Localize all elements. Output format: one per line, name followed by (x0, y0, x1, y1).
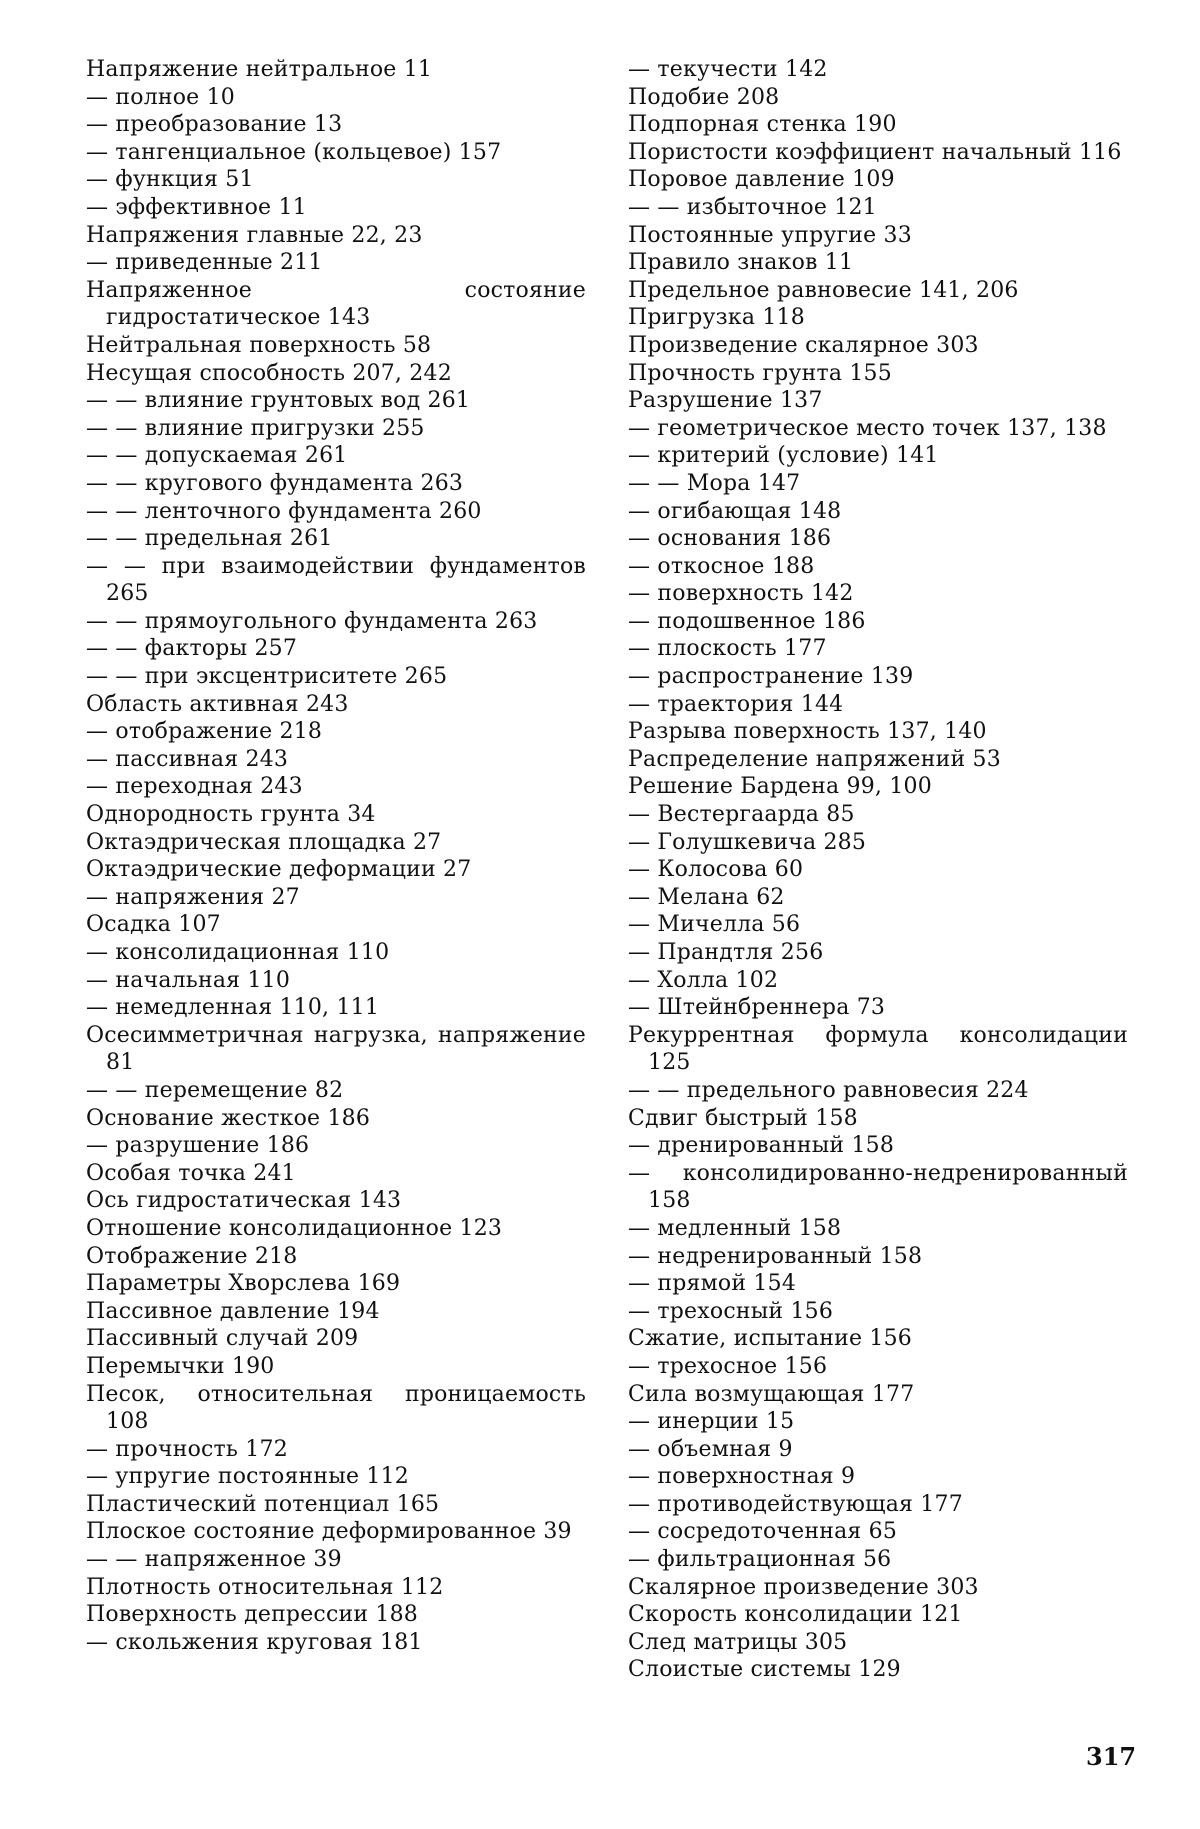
index-entry: — Мичелла 56 (628, 912, 801, 938)
index-entry: — Прандтля 256 (628, 940, 824, 965)
index-column-right (628, 56, 1128, 1684)
index-entry: — преобразование 13 (86, 112, 343, 138)
index-entry: Рекуррентная формула консолидации 125 (628, 1022, 1128, 1076)
index-entry: — немедленная 110, 111 (86, 995, 380, 1021)
index-entry: — пассивная 243 (86, 746, 289, 772)
index-entry: — — Мора 147 (628, 470, 801, 496)
index-entry: — медленный 158 (628, 1215, 842, 1241)
index-entry: Песок, относительная проницаемость 108 (86, 1381, 586, 1435)
index-entry: — — влияние грунтовых вод 261 (86, 388, 471, 414)
index-entry: — инерции 15 (628, 1409, 795, 1435)
index-entry: — Колосова 60 (628, 857, 804, 883)
index-entry: — переходная 243 (86, 774, 303, 800)
index-entry: Разрушение 137 (628, 388, 823, 414)
index-entry: — — напряженное 39 (86, 1547, 342, 1573)
index-entry: Подпорная стенка 190 (628, 112, 897, 138)
index-entry: — трехосное 156 (628, 1353, 828, 1379)
index-entry: Перемычки 190 (86, 1353, 275, 1379)
index-entry: — — влияние пригрузки 255 (86, 415, 425, 441)
index-entry: — скольжения круговая 181 (86, 1629, 423, 1655)
index-entry: — Голушкевича 285 (628, 829, 867, 855)
index-entry: Параметры Хворслева 169 (86, 1271, 401, 1297)
index-entry: Отношение консолидационное 123 (86, 1215, 503, 1241)
index-entry: — — при эксцентриситете 265 (86, 664, 448, 690)
index-entry: — сосредоточенная 65 (628, 1519, 898, 1545)
index-entry: — приведенные 211 (86, 250, 323, 276)
index-entry: — — предельная 261 (86, 526, 333, 552)
index-entry: Основание жесткое 186 (86, 1105, 371, 1131)
index-entry: Плоское состояние деформированное 39 (86, 1519, 572, 1545)
index-entry: Напряженное состояние гидростатическое 143 (86, 277, 586, 331)
index-entry: — напряжения 27 (86, 884, 300, 910)
index-entry: Поровое давление 109 (628, 167, 895, 193)
index-entry: Подобие 208 (628, 84, 780, 110)
index-entry: Октаэдрическая площадка 27 (86, 829, 442, 855)
index-entry: Осадка 107 (86, 912, 221, 938)
index-entry: — плоскость 177 (628, 636, 827, 662)
index-entry: — Холла 102 (628, 967, 779, 993)
index-entry: — поверхностная 9 (628, 1464, 856, 1490)
index-entry: — основания 186 (628, 526, 832, 552)
index-entry: — — кругового фундамента 263 (86, 470, 464, 496)
index-entry: — консолидационная 110 (86, 940, 390, 965)
index-entry: — недренированный 158 (628, 1243, 923, 1269)
index-entry: — прочность 172 (86, 1436, 288, 1462)
index-entry: Напряжение нейтральное 11 (86, 57, 433, 82)
index-entry: — упругие постоянные 112 (86, 1464, 409, 1490)
index-entry: — эффективное 11 (86, 194, 307, 220)
index-entry: Особая точка 241 (86, 1160, 296, 1186)
index-entry: Поверхность депрессии 188 (86, 1602, 418, 1628)
index-entry: — разрушение 186 (86, 1133, 310, 1159)
index-entry: — подошвенное 186 (628, 608, 866, 634)
index-entry: — поверхность 142 (628, 581, 854, 607)
index-entry: Отображение 218 (86, 1243, 298, 1269)
index-entry: Произведение скалярное 303 (628, 332, 979, 358)
index-entry: — — ленточного фундамента 260 (86, 498, 482, 524)
index-entry: — объемная 9 (628, 1436, 793, 1462)
index-entry: — — прямоугольного фундамента 263 (86, 608, 538, 634)
index-entry: — геометрическое место точек 137, 138 (628, 415, 1107, 441)
index-entry: — полное 10 (86, 84, 235, 110)
index-entry: Предельное равновесие 141, 206 (628, 277, 1019, 303)
index-entry: След матрицы 305 (628, 1629, 848, 1655)
index-entry: Однородность грунта 34 (86, 802, 376, 828)
index-entry: — распространение 139 (628, 664, 914, 690)
index-entry: — — при взаимодействии фундаментов 265 (86, 553, 586, 607)
index-entry: Область активная 243 (86, 691, 349, 717)
index-entry: — — допускаемая 261 (86, 443, 348, 469)
index-entry: — тангенциальное (кольцевое) 157 (86, 139, 502, 165)
index-entry: — прямой 154 (628, 1271, 797, 1297)
index-entry: Слоистые системы 129 (628, 1657, 901, 1683)
index-entry: — — избыточное 121 (628, 194, 877, 220)
index-entry: — консолидированно-недренированный 158 (628, 1160, 1128, 1214)
index-entry: — — факторы 257 (86, 636, 298, 662)
index-entry: — — предельного равновесия 224 (628, 1077, 1029, 1103)
index-entry: Правило знаков 11 (628, 250, 854, 276)
index-entry: Несущая способность 207, 242 (86, 360, 452, 386)
index-entry: Распределение напряжений 53 (628, 746, 1001, 772)
index-entry: — Штейнбреннера 73 (628, 995, 886, 1021)
index-entry: — фильтрационная 56 (628, 1547, 892, 1573)
index-entry: Пластический потенциал 165 (86, 1491, 440, 1517)
index-entry: Нейтральная поверхность 58 (86, 332, 432, 358)
index-entry: — критерий (условие) 141 (628, 443, 939, 469)
index-entry: Осесимметричная нагрузка, напряжение 81 (86, 1022, 586, 1076)
index-entry: Сила возмущающая 177 (628, 1381, 915, 1407)
index-entry: — текучести 142 (628, 57, 828, 82)
index-entry: Ось гидростатическая 143 (86, 1188, 402, 1214)
index-entry: Разрыва поверхность 137, 140 (628, 719, 987, 745)
index-entry: — отображение 218 (86, 719, 323, 745)
index-entry: Сжатие, испытание 156 (628, 1326, 913, 1352)
index-column-left (86, 56, 586, 1656)
index-entry: — функция 51 (86, 167, 254, 193)
index-entry: — начальная 110 (86, 967, 291, 993)
index-entry: — Мелана 62 (628, 884, 785, 910)
index-entry: Скорость консолидации 121 (628, 1602, 963, 1628)
page-number: 317 (1086, 1742, 1137, 1771)
index-entry: — противодействующая 177 (628, 1491, 963, 1517)
index-entry: Октаэдрические деформации 27 (86, 857, 472, 883)
index-entry: Пригрузка 118 (628, 305, 805, 331)
index-entry: — откосное 188 (628, 553, 815, 579)
index-entry: Сдвиг быстрый 158 (628, 1105, 858, 1131)
index-entry: Постоянные упругие 33 (628, 222, 912, 248)
index-entry: Пассивное давление 194 (86, 1298, 380, 1324)
index-entry: Пористости коэффициент начальный 116 (628, 139, 1122, 165)
index-entry: — — перемещение 82 (86, 1077, 344, 1103)
index-entry: Скалярное произведение 303 (628, 1574, 979, 1600)
index-entry: — траектория 144 (628, 691, 844, 717)
index-entry: — огибающая 148 (628, 498, 842, 524)
index-entry: Прочность грунта 155 (628, 360, 892, 386)
index-entry: — Вестергаарда 85 (628, 802, 855, 828)
index-entry: Напряжения главные 22, 23 (86, 222, 423, 248)
index-entry: Пассивный случай 209 (86, 1326, 359, 1352)
index-entry: — дренированный 158 (628, 1133, 895, 1159)
index-entry: — трехосный 156 (628, 1298, 834, 1324)
index-entry: Решение Бардена 99, 100 (628, 774, 932, 800)
index-entry: Плотность относительная 112 (86, 1574, 444, 1600)
